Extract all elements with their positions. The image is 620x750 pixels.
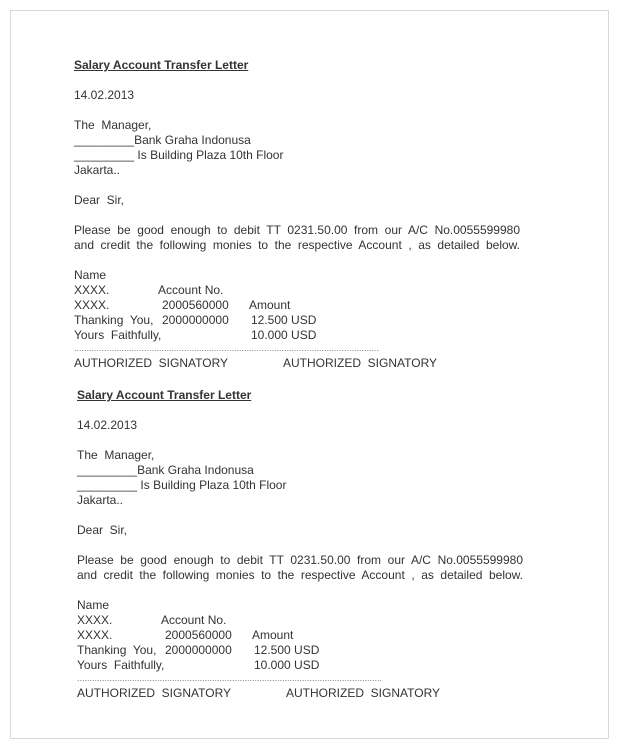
row-amount: 10.000 USD bbox=[254, 658, 320, 672]
closing-thanks: Thanking You, bbox=[74, 313, 154, 327]
closing-yours: Yours Faithfully, bbox=[74, 328, 162, 342]
body-line-1: Please be good enough to debit TT 0231.50.00 from our A/C No.0055599980 bbox=[77, 553, 523, 567]
body-line-1: Please be good enough to debit TT 0231.50.00 from our A/C No.0055599980 bbox=[74, 223, 520, 237]
recipient-line-3: _________ Is Building Plaza 10th Floor bbox=[74, 148, 284, 162]
row-name: XXXX. bbox=[77, 613, 113, 627]
signatory-left: AUTHORIZED SIGNATORY bbox=[77, 686, 232, 700]
salutation: Dear Sir, bbox=[77, 523, 128, 537]
signatory-right: AUTHORIZED SIGNATORY bbox=[286, 686, 441, 700]
letter-title: Salary Account Transfer Letter bbox=[77, 388, 252, 402]
body-line-2: and credit the following monies to the respective Account , as detailed below. bbox=[74, 238, 520, 252]
signature-dotted-line: .......................................................................................................................... bbox=[77, 673, 383, 683]
letter-title: Salary Account Transfer Letter bbox=[74, 58, 249, 72]
row-amount: 12.500 USD bbox=[254, 643, 320, 657]
recipient-line-2: _________Bank Graha Indonusa bbox=[74, 133, 251, 147]
row-account-no: 2000000000 bbox=[162, 313, 229, 327]
signatory-right: AUTHORIZED SIGNATORY bbox=[283, 356, 438, 370]
recipient-line-3: _________ Is Building Plaza 10th Floor bbox=[77, 478, 287, 492]
signatory-left: AUTHORIZED SIGNATORY bbox=[74, 356, 229, 370]
header-account-no: Account No. bbox=[161, 613, 227, 627]
recipient-line-1: The Manager, bbox=[74, 118, 152, 132]
row-account-no: 2000560000 bbox=[165, 628, 232, 642]
header-amount: Amount bbox=[249, 298, 291, 312]
letter-date: 14.02.2013 bbox=[74, 88, 135, 102]
closing-thanks: Thanking You, bbox=[77, 643, 157, 657]
recipient-line-4: Jakarta.. bbox=[77, 493, 124, 507]
header-amount: Amount bbox=[252, 628, 294, 642]
row-name: XXXX. bbox=[74, 283, 110, 297]
recipient-line-4: Jakarta.. bbox=[74, 163, 121, 177]
header-name: Name bbox=[77, 598, 110, 612]
recipient-line-1: The Manager, bbox=[77, 448, 155, 462]
header-account-no: Account No. bbox=[158, 283, 224, 297]
signature-dotted-line: .......................................................................................................................... bbox=[74, 343, 380, 353]
header-name: Name bbox=[74, 268, 107, 282]
row-amount: 12.500 USD bbox=[251, 313, 317, 327]
row-account-no: 2000000000 bbox=[165, 643, 232, 657]
body-line-2: and credit the following monies to the respective Account , as detailed below. bbox=[77, 568, 523, 582]
row-account-no: 2000560000 bbox=[162, 298, 229, 312]
row-name: XXXX. bbox=[77, 628, 113, 642]
row-name: XXXX. bbox=[74, 298, 110, 312]
recipient-line-2: _________Bank Graha Indonusa bbox=[77, 463, 254, 477]
closing-yours: Yours Faithfully, bbox=[77, 658, 165, 672]
row-amount: 10.000 USD bbox=[251, 328, 317, 342]
letter-date: 14.02.2013 bbox=[77, 418, 138, 432]
salutation: Dear Sir, bbox=[74, 193, 125, 207]
